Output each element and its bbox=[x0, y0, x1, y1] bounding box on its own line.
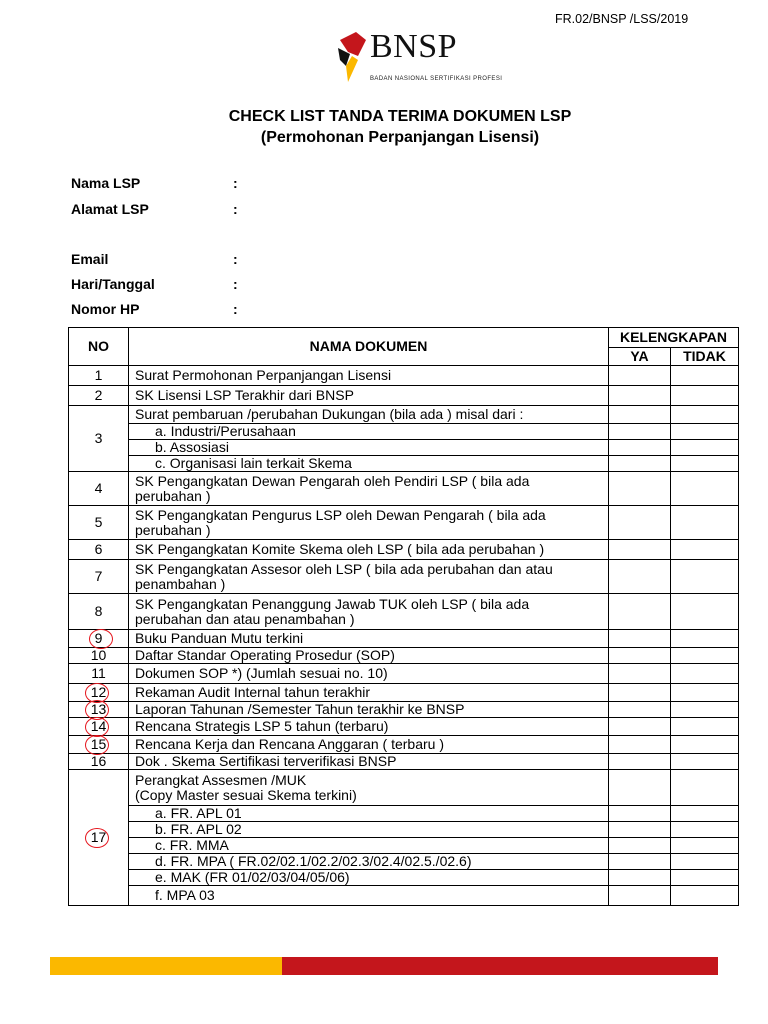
footer-bar-red bbox=[282, 957, 718, 975]
checkbox-ya[interactable] bbox=[608, 736, 670, 754]
checkbox-tidak[interactable] bbox=[670, 754, 738, 770]
row-number-text: 2 bbox=[94, 387, 103, 403]
document-name: perubahan ) bbox=[135, 521, 211, 538]
document-subitem: a. Industri/Perusahaan bbox=[155, 423, 296, 439]
document-subitem: b. Assosiasi bbox=[155, 439, 229, 455]
field-colon: : bbox=[233, 251, 238, 267]
document-reference: FR.02/BNSP /LSS/2019 bbox=[555, 12, 689, 26]
field-label: Nomor HP bbox=[71, 301, 140, 317]
document-name-cell bbox=[129, 440, 609, 456]
checkbox-tidak[interactable] bbox=[670, 560, 738, 594]
field-alamat-lsp bbox=[71, 201, 238, 217]
document-name-cell bbox=[129, 560, 609, 594]
document-name-cell bbox=[129, 684, 609, 702]
table-row bbox=[69, 472, 739, 506]
checkbox-tidak[interactable] bbox=[670, 718, 738, 736]
checkbox-ya[interactable] bbox=[608, 838, 670, 854]
document-subitem: c. Organisasi lain terkait Skema bbox=[155, 455, 352, 471]
checkbox-ya[interactable] bbox=[608, 424, 670, 440]
document-name-cell bbox=[129, 806, 609, 822]
checkbox-ya[interactable] bbox=[608, 456, 670, 472]
row-number-text: 6 bbox=[94, 541, 103, 557]
checkbox-ya[interactable] bbox=[608, 560, 670, 594]
row-number bbox=[69, 594, 129, 630]
document-name: Daftar Standar Operating Prosedur (SOP) bbox=[135, 647, 395, 663]
checkbox-ya[interactable] bbox=[608, 472, 670, 506]
bnsp-logo bbox=[336, 26, 503, 88]
document-name-cell bbox=[129, 472, 609, 506]
row-number-text: 11 bbox=[91, 665, 106, 681]
table-row bbox=[69, 406, 739, 424]
circled-row-number: 15 bbox=[90, 736, 107, 752]
document-subitem: c. FR. MMA bbox=[155, 837, 229, 853]
row-number-text: 7 bbox=[94, 568, 103, 584]
document-name-cell bbox=[129, 870, 609, 886]
row-number-text: 1 bbox=[94, 367, 103, 383]
checkbox-tidak[interactable] bbox=[670, 648, 738, 664]
header-kelengkapan: KELENGKAPAN bbox=[608, 328, 738, 348]
table-row bbox=[69, 424, 739, 440]
footer-bar-yellow bbox=[50, 957, 282, 975]
checkbox-tidak[interactable] bbox=[670, 684, 738, 702]
row-number bbox=[69, 366, 129, 386]
document-name-cell bbox=[129, 594, 609, 630]
checklist-table bbox=[68, 327, 739, 906]
row-number bbox=[69, 770, 129, 906]
checkbox-tidak[interactable] bbox=[670, 822, 738, 838]
table-row bbox=[69, 870, 739, 886]
document-name: SK Pengangkatan Dewan Pengarah oleh Pendiri LSP ( bila ada bbox=[135, 472, 530, 489]
checkbox-ya[interactable] bbox=[608, 506, 670, 540]
document-name-cell bbox=[129, 718, 609, 736]
document-name-cell bbox=[129, 648, 609, 664]
row-number bbox=[69, 664, 129, 684]
table-row bbox=[69, 386, 739, 406]
document-subtitle: (Permohonan Perpanjangan Lisensi) bbox=[260, 129, 540, 146]
checkbox-tidak[interactable] bbox=[670, 506, 738, 540]
checkbox-tidak[interactable] bbox=[670, 594, 738, 630]
checkbox-tidak[interactable] bbox=[670, 770, 738, 806]
document-subitem: f. MPA 03 bbox=[155, 887, 215, 903]
document-name: Surat pembaruan /perubahan Dukungan (bila ada ) misal dari : bbox=[135, 406, 524, 422]
table-row bbox=[69, 366, 739, 386]
row-number-text: 5 bbox=[94, 514, 103, 530]
table-row bbox=[69, 806, 739, 822]
row-number bbox=[69, 736, 129, 754]
document-name: Surat Permohonan Perpanjangan Lisensi bbox=[135, 367, 392, 383]
table-row bbox=[69, 754, 739, 770]
table-row bbox=[69, 648, 739, 664]
field-colon: : bbox=[233, 301, 238, 317]
checkbox-ya[interactable] bbox=[608, 684, 670, 702]
table-row bbox=[69, 770, 739, 806]
document-name-cell bbox=[129, 664, 609, 684]
table-row bbox=[69, 702, 739, 718]
document-name: SK Pengangkatan Pengurus LSP oleh Dewan Pengarah ( bila ada bbox=[135, 506, 546, 523]
document-name-cell bbox=[129, 424, 609, 440]
row-number bbox=[69, 540, 129, 560]
document-name: penambahan ) bbox=[135, 575, 226, 592]
table-row bbox=[69, 594, 739, 630]
checkbox-tidak[interactable] bbox=[670, 664, 738, 684]
checkbox-tidak[interactable] bbox=[670, 630, 738, 648]
circled-row-number: 9 bbox=[94, 630, 103, 646]
checkbox-ya[interactable] bbox=[608, 594, 670, 630]
logo-subtitle: BADAN NASIONAL SERTIFIKASI PROFESI bbox=[370, 76, 503, 82]
document-name: perubahan ) bbox=[135, 487, 211, 504]
table-row bbox=[69, 664, 739, 684]
field-colon: : bbox=[233, 276, 238, 292]
table-row bbox=[69, 718, 739, 736]
document-name-cell bbox=[129, 366, 609, 386]
row-number bbox=[69, 560, 129, 594]
document-subitem: b. FR. APL 02 bbox=[155, 821, 242, 837]
row-number bbox=[69, 648, 129, 664]
document-name: Rencana Kerja dan Rencana Anggaran ( terbaru ) bbox=[135, 736, 444, 752]
circled-row-number: 17 bbox=[90, 829, 107, 845]
table-row bbox=[69, 506, 739, 540]
table-row bbox=[69, 456, 739, 472]
checkbox-ya[interactable] bbox=[608, 648, 670, 664]
table-row bbox=[69, 822, 739, 838]
header-nama-dokumen: NAMA DOKUMEN bbox=[129, 328, 609, 366]
checkbox-ya[interactable] bbox=[608, 870, 670, 886]
field-hari-tanggal bbox=[71, 276, 238, 292]
document-name-cell bbox=[129, 540, 609, 560]
document-name-cell bbox=[129, 506, 609, 540]
bnsp-emblem-icon bbox=[336, 26, 370, 86]
checkbox-ya[interactable] bbox=[608, 702, 670, 718]
checkbox-ya[interactable] bbox=[608, 822, 670, 838]
document-name-cell bbox=[129, 386, 609, 406]
checkbox-ya[interactable] bbox=[608, 718, 670, 736]
document-name-cell bbox=[129, 822, 609, 838]
field-colon: : bbox=[233, 175, 238, 191]
field-label: Alamat LSP bbox=[71, 201, 149, 217]
row-number bbox=[69, 406, 129, 472]
checkbox-tidak[interactable] bbox=[670, 854, 738, 870]
checkbox-tidak[interactable] bbox=[670, 736, 738, 754]
document-subitem: d. FR. MPA ( FR.02/02.1/02.2/02.3/02.4/02.5./02.6) bbox=[155, 853, 472, 869]
document-name: Dokumen SOP *) (Jumlah sesuai no. 10) bbox=[135, 665, 388, 681]
checkbox-ya[interactable] bbox=[608, 440, 670, 456]
document-subitem: a. FR. APL 01 bbox=[155, 805, 242, 821]
checkbox-tidak[interactable] bbox=[670, 702, 738, 718]
document-name: Perangkat Assesmen /MUK bbox=[135, 771, 307, 788]
field-label: Hari/Tanggal bbox=[71, 276, 155, 292]
document-name: SK Pengangkatan Assesor oleh LSP ( bila ada perubahan dan atau bbox=[135, 560, 553, 577]
document-title: CHECK LIST TANDA TERIMA DOKUMEN LSP bbox=[228, 108, 572, 125]
header-tidak: TIDAK bbox=[670, 348, 738, 366]
document-name: SK Lisensi LSP Terakhir dari BNSP bbox=[135, 387, 354, 403]
table-row bbox=[69, 854, 739, 870]
row-number bbox=[69, 506, 129, 540]
checkbox-ya[interactable] bbox=[608, 754, 670, 770]
checkbox-ya[interactable] bbox=[608, 886, 670, 906]
table-row bbox=[69, 560, 739, 594]
table-row bbox=[69, 736, 739, 754]
table-row bbox=[69, 684, 739, 702]
document-name-cell bbox=[129, 886, 609, 906]
document-name: Buku Panduan Mutu terkini bbox=[135, 630, 304, 646]
table-row bbox=[69, 540, 739, 560]
document-name-cell bbox=[129, 630, 609, 648]
checkbox-tidak[interactable] bbox=[670, 806, 738, 822]
table-row bbox=[69, 630, 739, 648]
checkbox-tidak[interactable] bbox=[670, 886, 738, 906]
row-number-text: 4 bbox=[94, 480, 103, 496]
document-name: perubahan dan atau penambahan ) bbox=[135, 610, 355, 627]
document-name-cell bbox=[129, 736, 609, 754]
checkbox-tidak[interactable] bbox=[670, 366, 738, 386]
header-ya: YA bbox=[608, 348, 670, 366]
table-row bbox=[69, 838, 739, 854]
document-name-cell bbox=[129, 838, 609, 854]
field-label: Nama LSP bbox=[71, 175, 141, 191]
checkbox-ya[interactable] bbox=[608, 664, 670, 684]
document-name-cell bbox=[129, 770, 609, 806]
checkbox-ya[interactable] bbox=[608, 406, 670, 424]
logo-wordmark: BNSP bbox=[370, 28, 458, 65]
checkbox-ya[interactable] bbox=[608, 540, 670, 560]
checkbox-tidak[interactable] bbox=[670, 456, 738, 472]
checkbox-tidak[interactable] bbox=[670, 540, 738, 560]
document-name: (Copy Master sesuai Skema terkini) bbox=[135, 786, 357, 803]
document-name: Rencana Strategis LSP 5 tahun (terbaru) bbox=[135, 718, 389, 734]
row-number bbox=[69, 718, 129, 736]
row-number bbox=[69, 684, 129, 702]
row-number-text: 8 bbox=[94, 603, 103, 619]
row-number-text: 3 bbox=[94, 430, 103, 446]
checkbox-tidak[interactable] bbox=[670, 838, 738, 854]
document-name: Rekaman Audit Internal tahun terakhir bbox=[135, 684, 371, 700]
row-number bbox=[69, 702, 129, 718]
checkbox-tidak[interactable] bbox=[670, 386, 738, 406]
checkbox-tidak[interactable] bbox=[670, 870, 738, 886]
row-number bbox=[69, 472, 129, 506]
checkbox-ya[interactable] bbox=[608, 854, 670, 870]
document-subitem: e. MAK (FR 01/02/03/04/05/06) bbox=[155, 869, 350, 885]
table-row bbox=[69, 886, 739, 906]
checkbox-ya[interactable] bbox=[608, 770, 670, 806]
checkbox-tidak[interactable] bbox=[670, 406, 738, 424]
checkbox-ya[interactable] bbox=[608, 366, 670, 386]
row-number bbox=[69, 630, 129, 648]
row-number-text: 16 bbox=[90, 753, 107, 769]
document-name-cell bbox=[129, 406, 609, 424]
checkbox-ya[interactable] bbox=[608, 630, 670, 648]
circled-row-number: 12 bbox=[90, 684, 107, 700]
field-nomor-hp bbox=[71, 301, 238, 317]
document-name: SK Pengangkatan Komite Skema oleh LSP ( bila ada perubahan ) bbox=[135, 541, 545, 557]
document-name-cell bbox=[129, 854, 609, 870]
header-no: NO bbox=[69, 328, 129, 366]
document-name-cell bbox=[129, 754, 609, 770]
row-number bbox=[69, 754, 129, 770]
checkbox-tidak[interactable] bbox=[670, 424, 738, 440]
document-name-cell bbox=[129, 702, 609, 718]
document-name: Dok . Skema Sertifikasi terverifikasi BNSP bbox=[135, 753, 397, 769]
checkbox-ya[interactable] bbox=[608, 806, 670, 822]
table-row bbox=[69, 440, 739, 456]
checkbox-tidak[interactable] bbox=[670, 440, 738, 456]
row-number bbox=[69, 386, 129, 406]
checkbox-tidak[interactable] bbox=[670, 472, 738, 506]
field-nama-lsp bbox=[71, 175, 238, 191]
circled-row-number: 14 bbox=[90, 718, 107, 734]
row-number-text: 10 bbox=[90, 647, 107, 663]
field-email bbox=[71, 251, 238, 267]
document-name: Laporan Tahunan /Semester Tahun terakhir ke BNSP bbox=[135, 701, 465, 717]
document-name-cell bbox=[129, 456, 609, 472]
checkbox-ya[interactable] bbox=[608, 386, 670, 406]
document-name: SK Pengangkatan Penanggung Jawab TUK oleh LSP ( bila ada bbox=[135, 595, 530, 612]
circled-row-number: 13 bbox=[90, 701, 107, 717]
field-label: Email bbox=[71, 251, 109, 267]
field-colon: : bbox=[233, 201, 238, 217]
